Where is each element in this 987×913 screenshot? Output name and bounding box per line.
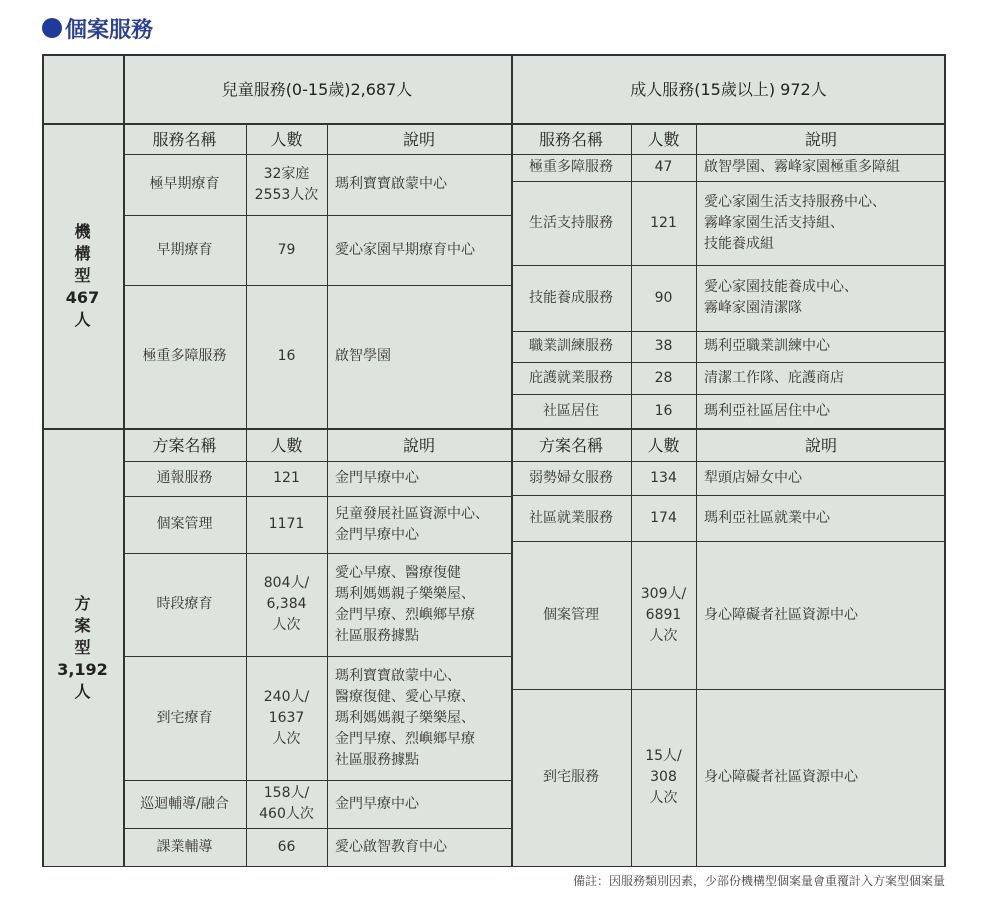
table-cell-name: 早期療育 (156, 241, 213, 258)
table-cell-name: 生活支持服務 (529, 214, 613, 231)
table-cell-desc: 愛心家園生活支持服務中心、 霧峰家園生活支持組、 技能養成組 (704, 193, 886, 252)
column-header-desc: 說明 (804, 436, 837, 455)
table-cell-name: 通報服務 (156, 470, 213, 486)
table-cell-name: 庇護就業服務 (529, 369, 613, 386)
table-cell-name: 社區就業服務 (529, 509, 613, 526)
column-header-count: 人數 (647, 436, 680, 455)
table-cell-count: 121 (273, 470, 300, 486)
table-cell-desc: 愛心啟智教育中心 (335, 838, 447, 855)
table-cell-count: 66 (277, 838, 296, 855)
table-cell-count: 16 (277, 348, 296, 364)
table-cell-desc: 瑪利亞社區就業中心 (704, 509, 830, 526)
column-header-desc: 說明 (402, 129, 435, 149)
table-cell-name: 時段療育 (156, 596, 213, 612)
table-cell-count: 79 (277, 241, 296, 258)
table-cell-count: 90 (654, 289, 673, 306)
table-cell-name: 巡迴輔導/融合 (140, 795, 229, 812)
column-header-count: 人數 (270, 129, 303, 149)
table-cell-name: 極重多障服務 (142, 348, 227, 364)
column-header-name: 方案名稱 (152, 436, 217, 455)
table-cell-name: 極早期療育 (149, 176, 220, 192)
table-cell-name: 個案管理 (156, 516, 213, 532)
table-cell-count: 1171 (268, 516, 305, 532)
grid-line (42, 866, 946, 867)
table-cell-name: 到宅服務 (543, 769, 599, 785)
table-cell-count: 16 (654, 402, 673, 419)
table-cell-count: 309人/ 6891 人次 (640, 585, 687, 644)
column-header-desc: 說明 (804, 129, 837, 149)
table-cell-name: 極重多障服務 (529, 159, 613, 175)
table-cell-count: 121 (650, 214, 677, 231)
program-type-label: 方 案 型 3,192 人 (57, 594, 108, 701)
page-title (42, 12, 153, 44)
service-table (42, 54, 946, 867)
table-cell-desc: 清潔工作隊、庇護商店 (704, 369, 844, 386)
table-cell-name: 弱勢婦女服務 (529, 469, 613, 486)
table-cell-desc: 身心障礙者社區資源中心 (704, 606, 858, 623)
table-cell-name: 職業訓練服務 (529, 338, 613, 354)
table-cell-desc: 啟智學園、霧峰家園極重多障組 (704, 159, 900, 175)
table-cell-desc: 瑪利寶寶啟蒙中心 (335, 176, 447, 192)
table-cell-desc: 身心障礙者社區資源中心 (704, 769, 858, 785)
table-cell-desc: 瑪利寶寶啟蒙中心、 醫療復健、愛心早療、 瑪利媽媽親子樂樂屋、 金門早療、烈嶼鄉早療 社區服務據點 (335, 667, 475, 768)
table-cell-desc: 愛心早療、醫療復健 瑪利媽媽親子樂樂屋、 金門早療、烈嶼鄉早療 社區服務據點 (335, 564, 475, 644)
footnote: 備註：因服務類別因素，少部份機構型個案量會重覆計入方案型個案量 (572, 874, 945, 888)
table-cell-count: 804人/ 6,384 人次 (263, 575, 310, 633)
table-cell-desc: 瑪利亞職業訓練中心 (704, 338, 830, 354)
table-cell-desc: 金門早療中心 (335, 795, 419, 812)
table-cell-count: 38 (654, 338, 673, 354)
table-cell-desc: 兒童發展社區資源中心、 金門早療中心 (335, 505, 489, 543)
table-cell-count: 174 (650, 509, 677, 526)
table-cell-desc: 犁頭店婦女中心 (704, 469, 802, 486)
column-header-name: 服務名稱 (538, 129, 603, 149)
table-cell-count: 28 (654, 369, 673, 386)
table-cell-desc: 瑪利亞社區居住中心 (704, 402, 830, 419)
table-cell-name: 社區居住 (543, 402, 599, 419)
table-cell-count: 240人/ 1637 人次 (263, 688, 310, 747)
table-cell-name: 個案管理 (543, 606, 599, 623)
page-title-text: 個案服務 (65, 17, 154, 43)
bullet-dot-icon (42, 18, 62, 38)
column-header-count: 人數 (647, 129, 680, 149)
column-header-name: 方案名稱 (538, 436, 603, 455)
institution-type-label: 機 構 型 467 人 (65, 222, 100, 329)
table-cell-count: 158人/ 460人次 (259, 785, 314, 822)
table-cell-name: 到宅療育 (156, 709, 213, 726)
table-cell-name: 課業輔導 (156, 838, 213, 855)
column-header-desc: 說明 (402, 436, 435, 455)
table-cell-count: 47 (654, 159, 673, 175)
column-header-name: 服務名稱 (152, 129, 217, 149)
table-cell-count: 15人/ 308 人次 (645, 748, 682, 806)
child-services-header: 兒童服務(0-15歲)2,687人 (221, 79, 413, 99)
table-cell-desc: 愛心家園早期療育中心 (335, 241, 475, 258)
table-cell-count: 32家庭 2553人次 (254, 165, 319, 203)
table-cell-count: 134 (650, 469, 677, 486)
table-cell-desc: 愛心家園技能養成中心、 霧峰家園清潔隊 (704, 279, 858, 316)
column-header-count: 人數 (270, 436, 303, 455)
table-cell-desc: 金門早療中心 (335, 470, 419, 486)
table-cell-name: 技能養成服務 (529, 289, 613, 306)
table-cell-desc: 啟智學園 (335, 348, 391, 364)
adult-services-header: 成人服務(15歲以上) 972人 (630, 79, 827, 99)
